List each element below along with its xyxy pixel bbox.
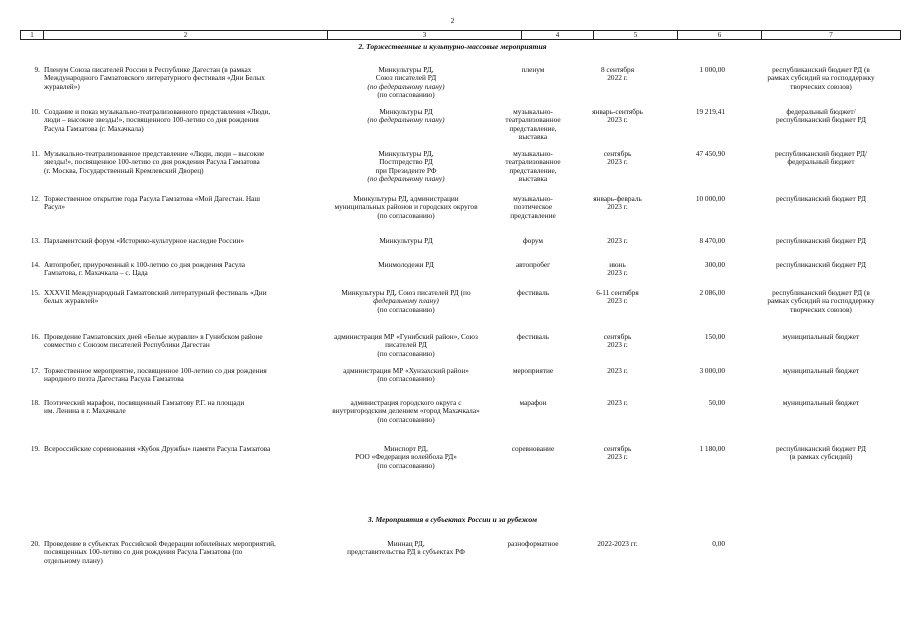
funding-source-line: республиканский бюджет РД [775,194,867,203]
header-cell-6: 6 [678,30,762,40]
row-number [20,367,40,375]
executor-line: Минспорт РД, [384,444,428,453]
executor-line: (по согласованию) [377,414,435,424]
event-date [580,445,655,462]
executor-line: (по федеральному плану) [367,115,445,125]
event-name-line: народного поэта Дагестана Расула Гамзатова [44,374,184,384]
page-number: 2 [450,16,455,25]
event-form-line: представление, [509,123,557,133]
event-form [500,367,566,375]
funding-amount-line: 0,00 [712,539,725,548]
event-name [44,289,312,306]
funding-source-line: рамках субсидий на господдержку [767,73,875,83]
executor [310,445,502,470]
row-number-line: 16. [30,332,40,341]
event-name-line: им. Ленина в г. Махачкале [44,406,126,416]
funding-amount-line: 3 000,00 [699,366,725,375]
event-name-line: Расул» [44,202,66,212]
event-date-line: сентябрь [603,149,632,158]
event-form-line: поэтическое [513,202,553,212]
event-date-line: 2023 г. [607,268,628,278]
event-name-line: Поэтический марафон, посвященный Гамзатову Р.Г. на площади [44,398,245,407]
event-form-line: форум [522,236,544,245]
event-name [44,333,312,350]
funding-source [745,66,897,91]
executor [310,150,502,184]
funding-amount [665,289,725,297]
event-form-line: музыкально- [513,107,553,116]
event-form-line: автопробег [515,260,551,269]
event-form-line: марафон [519,398,547,407]
funding-amount [665,195,725,203]
event-form-line: соревнование [511,444,555,453]
row-number-line: 20. [30,539,40,548]
event-form [500,195,566,220]
section-title: 3. Мероприятия в субъектах России и за рубежом [367,515,538,524]
row-number-line: 18. [30,398,40,407]
executor-line: (по федеральному плану) [367,81,445,91]
section-title: 2. Торжественные и культурно-массовые мероприятия [358,42,547,51]
event-date-line: 2022 г. [607,73,628,83]
row-number-line: 13. [30,236,40,245]
row-number-line: 12. [30,194,40,203]
funding-source [745,150,897,167]
event-name [44,445,312,453]
funding-amount [665,540,725,548]
funding-source [745,108,897,125]
event-form [500,399,566,407]
event-form-line: выставка [518,174,548,184]
funding-source-line: республиканский бюджет РД [775,260,867,269]
event-form-line: фестиваль [516,288,550,297]
executor-line: Постпредство РД [379,157,433,167]
row-number-line: 11. [31,149,40,158]
event-form [500,108,566,142]
executor-line: Минкультуры РД, Союз писателей РД (по [341,288,471,297]
event-name [44,237,312,245]
executor-line: администрация городского округа с [350,398,462,407]
funding-source-line: федеральный бюджет [787,157,855,167]
event-date-line: 2023 г. [607,452,628,462]
event-form [500,289,566,297]
row-number [20,150,40,158]
executor-line: Союз писателей РД [375,73,437,83]
executor-line: РОО «Федерация волейбола РД» [355,452,457,462]
event-name-line: звезды!», посвященное 100-летию со дня рождения Расула Гамзатова [44,157,260,167]
funding-amount [665,261,725,269]
table-header [20,30,901,40]
executor-line: Минкультуры РД [379,107,433,116]
event-name-line: белых журавлей» [44,296,99,306]
event-name-line: Парламентский форум «Историко-культурное наследие России» [44,236,245,245]
executor-line: федеральному плану) [373,296,439,306]
funding-amount-line: 47 450,90 [695,149,725,158]
executor [310,289,502,314]
event-name-line: Автопробег, приуроченный к 100-летию со дня рождения Расула [44,260,245,269]
executor-line: (по согласованию) [377,90,435,100]
event-date [580,367,655,375]
executor [310,237,502,245]
header-cell-1: 1 [20,30,44,40]
event-date-line: сентябрь [603,444,632,453]
event-name-line: Международного Гамзатовского литературного фестиваля «Дни Белых [44,73,265,83]
event-date-line: 2023 г. [607,157,628,167]
funding-source [745,445,897,462]
row-number [20,261,40,269]
row-number-line: 17. [30,366,40,375]
event-form [500,150,566,184]
executor-line: (по согласованию) [377,374,435,384]
row-number [20,108,40,116]
row-number [20,237,40,245]
executor-line: (по согласованию) [377,304,435,314]
executor-line: (по согласованию) [377,210,435,220]
executor-line: представительства РД в субъектах РФ [347,547,465,557]
executor [310,261,502,269]
event-date [580,289,655,306]
funding-amount [665,333,725,341]
event-name-line: Создание и показ музыкально-театрализованного представления «Люди, [44,107,271,116]
funding-amount [665,367,725,375]
event-name [44,540,312,565]
event-date [580,150,655,167]
event-date-line: январь-февраль [593,194,642,203]
funding-source-line: муниципальный бюджет [782,398,860,407]
event-name-line: журавлей») [44,81,80,91]
event-date-line: 2023 г. [607,398,628,407]
funding-amount-line: 2 086,00 [699,288,725,297]
row-number-line: 15. [30,288,40,297]
event-form-line: фестиваль [516,332,550,341]
row-number [20,289,40,297]
event-form-line: представление [510,210,556,220]
header-cell-7: 7 [762,30,901,40]
executor-line: (по согласованию) [377,348,435,358]
funding-source [745,399,897,407]
funding-source [745,289,897,314]
event-form-line: мероприятие [512,366,554,375]
event-form-line: музыкально- [513,194,553,203]
row-number [20,333,40,341]
executor-line: при Президенте РФ [375,165,437,175]
executor-line: Минкультуры РД, [378,149,434,158]
row-number [20,399,40,407]
event-name-line: Всероссийские соревнования «Кубок Дружбы» памяти Расула Гамзатова [44,444,271,453]
event-form-line: театрализованное [505,157,561,167]
event-name [44,399,312,416]
funding-source-line: рамках субсидий на господдержку [767,296,875,306]
executor-line: муниципальных районов и городских округов [334,202,478,212]
row-number-line: 10. [30,107,40,116]
event-name-line: Пленум Союза писателей России в Республике Дагестан (в рамках [44,65,252,74]
event-name-line: Торжественное мероприятие, посвященное 100-летию со дня рождения [44,366,267,375]
row-number-line: 9. [34,65,40,74]
event-date-line: июнь [609,260,626,269]
header-cell-4: 4 [522,30,594,40]
event-name-line: (г. Москва, Государственный Кремлевский Дворец) [44,165,204,175]
funding-source-line: творческих союзов) [790,304,852,314]
row-number-line: 14. [30,260,40,269]
funding-amount [665,150,725,158]
row-number-line: 19. [30,444,40,453]
funding-source [745,333,897,341]
executor-line: Минкультуры РД, администрации [353,194,459,203]
funding-source-line: (в рамках субсидий) [789,452,853,462]
event-form-line: музыкально- [513,149,553,158]
event-form-line: разноформатное [507,539,559,548]
event-name [44,195,312,212]
event-date [580,108,655,125]
funding-amount [665,108,725,116]
event-date-line: 2022-2023 гг. [597,539,638,548]
event-date-line: 6-11 сентября [596,288,639,297]
event-name-line: Проведение Гамзатовских дней «Белые журавли» в Гунибском районе [44,332,263,341]
funding-amount [665,237,725,245]
row-number [20,540,40,548]
event-name-line: Гамзатова, г. Махачкала – с. Цада [44,268,148,278]
header-cell-2: 2 [44,30,328,40]
funding-source-line: федеральный бюджет/ [786,107,856,116]
funding-source-line: республиканский бюджет РД (в [772,288,870,297]
event-date-line: 2023 г. [607,366,628,375]
executor [310,540,502,557]
event-form-line: выставка [518,132,548,142]
event-name [44,367,312,384]
row-number [20,195,40,203]
event-form-line: представление, [509,165,557,175]
executor [310,333,502,358]
executor-line: Минкультуры РД, [378,65,434,74]
event-form [500,237,566,245]
executor [310,195,502,220]
executor [310,367,502,384]
event-name [44,66,312,91]
event-date [580,237,655,245]
executor-line: (по федеральному плану) [367,174,445,184]
funding-source-line: республиканский бюджет РД [775,444,867,453]
event-date-line: 2023 г. [607,202,628,212]
event-date-line: 2023 г. [607,115,628,125]
funding-amount-line: 8 470,00 [699,236,725,245]
funding-amount-line: 150,00 [704,332,725,341]
event-name-line: Торжественное открытие года Расула Гамзатова «Мой Дагестан. Наш [44,194,261,203]
event-name-line: посвященных 100-летию со дня рождения Расула Гамзатова (по [44,547,243,557]
event-date [580,66,655,83]
event-name-line: Расула Гамзатова (г. Махачкала) [44,123,144,133]
funding-source-line: республиканский бюджет РД (в [772,65,870,74]
funding-amount-line: 19 219,41 [695,107,725,116]
event-form [500,540,566,548]
funding-source [745,237,897,245]
funding-amount-line: 300,00 [704,260,725,269]
event-name [44,150,312,175]
event-form-line: театрализованное [505,115,561,125]
funding-source [745,261,897,269]
event-form [500,445,566,453]
event-name-line: Проведение в субъектах Российской Федерации юбилейных мероприятий, [44,539,276,548]
event-date-line: сентябрь [603,332,632,341]
event-name [44,261,312,278]
event-date-line: 2023 г. [607,296,628,306]
event-name-line: XXXVII Международный Гамзатовский литературный фестиваль «Дни [44,288,267,297]
executor-line: Минмолодежи РД [378,260,434,269]
funding-amount [665,66,725,74]
event-name [44,108,312,133]
funding-source-line: республиканский бюджет РД/ [774,149,868,158]
executor [310,66,502,100]
executor-line: Минкультуры РД [379,236,433,245]
event-date-line: 2023 г. [607,340,628,350]
executor-line: (по согласованию) [377,460,435,470]
executor-line: администрация МР «Хунзахский район» [343,366,469,375]
event-date-line: 8 сентября [600,65,635,74]
event-name-line: Музыкально-театрализованное представление «Люди, люди – высокие [44,149,265,158]
executor-line: внутригородским делением «город Махачкала» [332,406,480,416]
event-date [580,195,655,212]
funding-source-line: муниципальный бюджет [782,332,860,341]
executor [310,399,502,424]
event-date [580,540,655,548]
event-form-line: пленум [521,65,545,74]
event-date [580,333,655,350]
executor-line: администрация МР «Гунибский район», Союз [334,332,478,341]
event-name-line: отдельному плану) [44,555,103,565]
event-form [500,333,566,341]
event-date [580,261,655,278]
funding-amount [665,399,725,407]
funding-source-line: республиканский бюджет РД [775,115,867,125]
event-form [500,66,566,74]
funding-source-line: республиканский бюджет РД [775,236,867,245]
funding-amount-line: 10 000,00 [695,194,725,203]
funding-amount-line: 1 000,00 [699,65,725,74]
event-name-line: совместно с Союзом писателей Республики Дагестан [44,340,210,350]
executor-line: писателей РД [385,340,427,350]
funding-amount [665,445,725,453]
header-cell-5: 5 [594,30,678,40]
event-form [500,261,566,269]
event-date-line: январь-сентябрь [592,107,643,116]
funding-source [745,195,897,203]
header-cell-3: 3 [328,30,522,40]
executor [310,108,502,125]
funding-amount-line: 50,00 [708,398,725,407]
funding-amount-line: 1 180,00 [699,444,725,453]
funding-source-line: творческих союзов) [790,81,852,91]
row-number [20,66,40,74]
event-name-line: люди – высокие звезды!», посвященного 100-летию со дня рождения [44,115,259,125]
funding-source [745,367,897,375]
funding-source-line: муниципальный бюджет [782,366,860,375]
event-date [580,399,655,407]
event-date-line: 2023 г. [607,236,628,245]
executor-line: Миннац РД, [387,539,425,548]
row-number [20,445,40,453]
